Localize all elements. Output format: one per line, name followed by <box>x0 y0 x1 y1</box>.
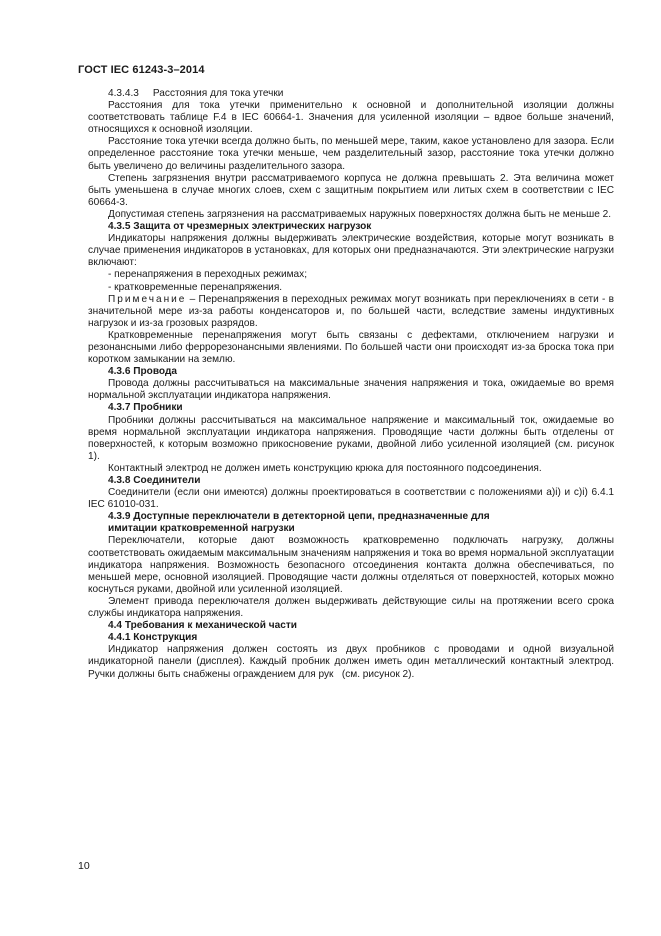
note <box>88 294 614 330</box>
section-4-3-8-title: 4.3.8 Соединители <box>108 475 201 486</box>
section-4-3-4-3-title: 4.3.4.3 Расстояния для тока утечки <box>108 88 284 99</box>
paragraph: Элемент привода переключателя должен выдерживать действующие силы на протяжении всего срока службы индикатора напряжения. <box>88 595 614 620</box>
paragraph: Провода должны рассчитываться на максимальные значения напряжения и тока, ожидаемые во время нормальной эксплуатации индикатора напряжения. <box>88 378 614 402</box>
paragraph: Расстояния для тока утечки применительно к основной и дополнительной изоляции должны соответствовать таблице F.4 в IEC 60664-1. Значения для усиленной изоляции – вдвое больше значений, относящихся к основной изоляции. <box>88 100 614 136</box>
paragraph: Допустимая степень загрязнения на рассматриваемых наружных поверхностях должна быть не меньше 2. <box>108 208 612 220</box>
paragraph: Степень загрязнения внутри рассматриваемого корпуса не должна превышать 2. Эта величина может быть уменьшена в случае многих слоев, схем с защитным покрытием или литых схем в соответствии с IEC 60664-3. <box>88 172 614 208</box>
paragraph: Переключатели, которые дают возможность кратковременно подключать нагрузку, должны соответствовать ожидаемым максимальным значениям напряжения и тока во время нормальной эксплуатации индикатора напряжения. Возможность безопасного отсоединения контакта должна обеспечиваться, по меньшей мере, основной изоляцией. Проводящие части должны отделяться от поверхностей, которых можно коснуться руками, двойной или усиленной изоляцией. <box>88 535 614 595</box>
paragraph: Расстояние тока утечки всегда должно быть, по меньшей мере, таким, какое установлено для зазора. Если определенное расстояние тока утечки меньше, чем разделительный зазор, расстояние тока утечки должно быть увеличено до величины разделительного зазора. <box>88 136 614 172</box>
paragraph: Соединители (если они имеются) должны проектироваться в соответствии с положениями а)i) и с)i) 6.4.1 IEC 61010-031. <box>88 487 614 511</box>
section-4-4-1-title: 4.4.1 Конструкция <box>108 632 198 644</box>
note-text: – Перенапряжения в переходных режимах могут возникать при переключениях в сети - в значительной мере из-за работы конденсаторов и, по большей части, вследствие замены индуктивных нагрузок и из-за грозовых разрядов. <box>88 293 614 329</box>
section-4-3-9-title-continued: имитации кратковременной нагрузки <box>108 523 295 535</box>
section-4-3-6-title: 4.3.6 Провода <box>108 366 177 378</box>
note-label: Примечание <box>108 293 187 305</box>
list-item: - кратковременные перенапряжения. <box>108 281 283 293</box>
paragraph: Пробники должны рассчитываться на максимальное напряжение и максимальный ток, ожидаемые во время нормальной эксплуатации индикатора напряжения. Проводящие части должны быть отделены от поверхностей, к которым возможно прикосновение руками, двойной либо усиленной изоляцией (см. рисунок 1). <box>88 414 614 462</box>
paragraph: Кратковременные перенапряжения могут быть связаны с дефектами, отключением нагрузки и резонансными либо феррорезонансными явлениями. По большей части они происходят из-за броска тока при коротком замыкании на землю. <box>88 329 614 366</box>
document-body <box>88 88 614 681</box>
paragraph: Индикатор напряжения должен состоять из двух пробников с проводами и одной визуальной индикаторной панели (дисплея). Каждый пробник должен иметь один металлический контактный электрод. Ручки должны быть снабжены ограждением для рук (см. рисунок 2). <box>88 644 614 680</box>
page-number: 10 <box>78 860 90 872</box>
section-4-3-7-title: 4.3.7 Пробники <box>108 402 183 414</box>
paragraph: Индикаторы напряжения должны выдерживать электрические воздействия, которые могут возникать в случае применения индикаторов в установках, для которых они предназначаются. Эти электрические нагрузки включают: <box>88 233 614 269</box>
paragraph: Контактный электрод не должен иметь конструкцию крюка для постоянного подсоединения. <box>108 462 542 474</box>
document-header: ГОСТ IEC 61243-3–2014 <box>78 64 205 76</box>
section-4-3-9-title: 4.3.9 Доступные переключатели в детекторной цепи, предназначенные для <box>108 511 490 523</box>
section-4-4-title: 4.4 Требования к механической части <box>108 620 297 632</box>
list-item: - перенапряжения в переходных режимах; <box>108 269 307 281</box>
section-4-3-5-title: 4.3.5 Защита от чрезмерных электрических нагрузок <box>108 221 372 233</box>
